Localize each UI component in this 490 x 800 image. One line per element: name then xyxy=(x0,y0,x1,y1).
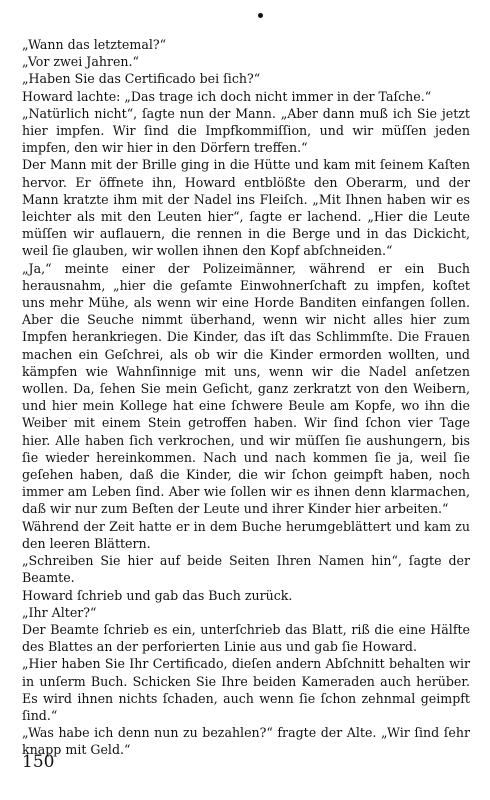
paragraph: „Schreiben Sie hier auf beide Seiten Ihren Namen hin“, ſagte der Beamte. xyxy=(22,553,470,586)
paragraph: „Hier haben Sie Ihr Certificado, dieſen andern Abſchnitt behalten wir in unſerm Buch. Schicken Sie Ihre beiden Kameraden auch herüber. Es wird ihnen nichts ſchaden, auch wenn ſie ſchon zehnmal geimpft ſind.“ xyxy=(22,656,470,723)
paragraph: „Ihr Alter?“ xyxy=(22,604,97,620)
paragraph: „Ja,“ meinte einer der Polizeimänner, während er ein Buch herausnahm, „hier die geſamte Einwohnerſchaft zu impfen, koſtet uns mehr Mühe, als wenn wir eine Horde Banditen einfangen ſollen. Aber die Seuche nimmt überhand, wenn wir nicht alles hier zum Impfen herankriegen. Die Kinder, das iſt das Schlimmſte. Die Frauen machen ein Geſchrei, als ob wir die Kinder ermorden wollten, und kämpfen wie Wahnſinnige mit uns, wenn wir die Nadel anſetzen wollen. Da, ſehen Sie mein Geſicht, ganz zerkratzt von den Weibern, und hier mein Kollege hat eine ſchwere Beule am Kopfe, wo ihn die Weiber mit einem Stein getroffen haben. Wir ſind ſchon vier Tage hier. Alle haben ſich verkrochen, und wir müſſen ſie aushungern, bis ſie wieder hereinkommen. Nach und nach kommen ſie ja, weil ſie geſehen haben, daß die Kinder, die wir ſchon geimpft haben, noch immer am Leben ſind. Aber wie ſollen wir es ihnen denn klarmachen, daß wir nur zum Beſten der Leute und ihrer Kinder hier arbeiten.“ xyxy=(22,260,470,517)
page-number: 150 xyxy=(22,752,55,772)
paragraph: „Vor zwei Jahren.“ xyxy=(22,54,139,70)
paragraph: Der Beamte ſchrieb es ein, unterſchrieb das Blatt, riß die eine Hälfte des Blattes an der perforierten Linie aus und gab ſie Howard. xyxy=(22,621,470,655)
paragraph: Während der Zeit hatte er in dem Buche herumgeblättert und kam zu den leeren Blättern. xyxy=(22,518,470,551)
body-text xyxy=(22,36,470,759)
paragraph: „Was habe ich denn nun zu bezahlen?“ fragte der Alte. „Wir ſind ſehr knapp mit Geld.“ xyxy=(22,725,470,758)
printed-dot-mark xyxy=(258,13,263,18)
paragraph: „Wann das letztemal?“ xyxy=(22,37,167,52)
paragraph: „Natürlich nicht“, ſagte nun der Mann. „Aber dann muß ich Sie jetzt hier impfen. Wir ſind die Impfkommiſſion, und wir müſſen jeden impfen, den wir hier in den Dörfern treffen.“ xyxy=(22,105,470,156)
paragraph: Der Mann mit der Brille ging in die Hütte und kam mit ſeinem Kaſten hervor. Er öffnete ihn, Howard entblößte den Oberarm, und der Mann kratzte ihm mit der Nadel ins Fleiſch. „Mit Ihnen haben wir es leichter als mit den Leuten hier“, ſagte er lachend. „Hier die Leute müſſen wir auflauern, die rennen in die Berge und in das Dickicht, weil ſie glauben, wir wollen ihnen den Kopf abſchneiden.“ xyxy=(22,157,470,259)
paragraph: „Haben Sie das Certificado bei ſich?“ xyxy=(22,71,261,87)
paragraph: Howard lachte: „Das trage ich doch nicht immer in der Taſche.“ xyxy=(22,88,432,104)
paragraph: Howard ſchrieb und gab das Buch zurück. xyxy=(22,587,293,603)
